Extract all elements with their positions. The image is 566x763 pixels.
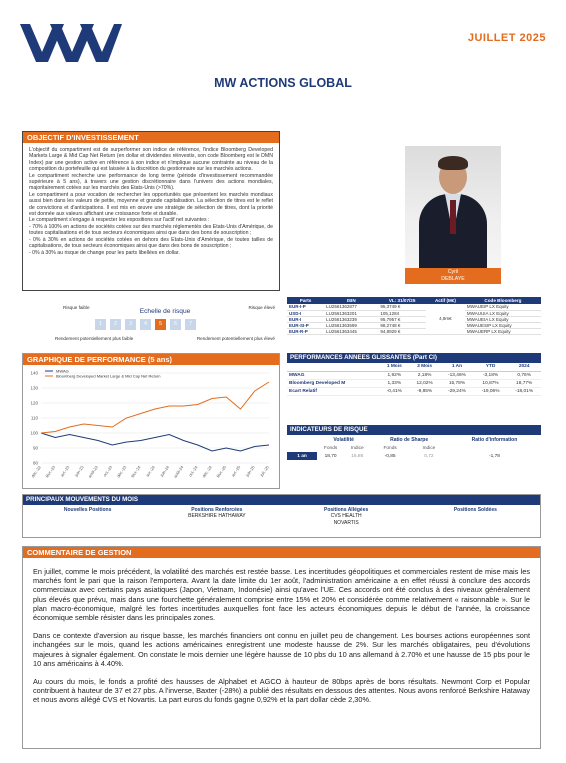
legend-label: Bloomberg Developed Market Large & Mid Cap Net Return <box>56 373 161 379</box>
comment-paragraph: Au cours du mois, le fonds a profité des hausses de Alphabet et AGCO à hauteur de 80bps après de bons résultats. Newmont Corp et Popular contribuent à hauteur de 37 et 27 pbs. A l'inverse, Baxter (-28%) a publié des résultats en dessous des attentes. Nous avons renforcé Berkshire Hataway et nous avons allégé CVS et Novartis. La part euros du fonds gagne 0,92% et la part dollar cède 2,30%. <box>33 677 530 705</box>
risk-level-box: 6 <box>170 319 181 330</box>
objective-paragraph: L'objectif du compartiment est de surperformer son indice de référence, l'indice Bloomberg Developed Markets Large & Mid Cap Net Return (en dollar et dividendes réinvestis, son code Bloomberg est le DMN Index) par une gestion active en référence à son indice et n'implique aucune contrainte au niveau de la composition du portefeuille qui est laissée à la discrétion du gestionnaire sur les marchés actions. <box>29 147 273 173</box>
table-cell: 1,92% <box>380 371 409 379</box>
movement-column-title: Nouvelles Positions <box>63 507 112 513</box>
y-tick-label: 90 <box>32 445 38 451</box>
table-cell: MWAUEIA LX Equity <box>465 316 541 322</box>
parts-column-header: Parts <box>287 297 324 304</box>
movements-section <box>22 494 541 538</box>
sub-header: Indice <box>422 445 436 451</box>
sharpe-header: Ratio de Sharpe <box>390 436 429 443</box>
x-tick-label: juin-25 <box>244 464 256 478</box>
objective-paragraph: Le compartiment a pour vocation de rechercher les opportunités que présentent les marchés mondiaux aussi bien dans les valeurs de petite, moyenne et grande capitalisation. La sélection de titres est le reflet de convictions et d'anticipations. Il est mis en œuvre une stratégie de sélection de titres, dont la priorité est donnée aux valeurs affichant une croissance forte et durable. <box>29 191 273 218</box>
movement-column-title: Positions Soldées <box>453 507 497 513</box>
table-cell: -19,06% <box>474 387 508 395</box>
parts-column-header: VL: 31/07/25 <box>378 297 426 304</box>
table-cell: EUR-R-P <box>287 328 324 334</box>
rolling-column-header: 1 Mois <box>380 363 409 371</box>
objective-paragraph: - 0% à 30% en actions de sociétés cotées en dehors des Etats-Unis d'Amérique, de toutes tailles de capitalisations, de tous secteurs économiques ainsi que dans des bons de souscription ; <box>29 236 273 250</box>
movement-column <box>23 505 152 527</box>
risk-scale <box>55 305 275 345</box>
table-cell: 15,78% <box>440 379 474 387</box>
x-tick-label: déc.-24 <box>201 464 213 479</box>
table-cell: MWAG <box>287 371 380 379</box>
share-classes-table <box>287 297 541 335</box>
table-cell: -0,41% <box>380 387 409 395</box>
risk-high-return: Rendement potentiellement plus élevé <box>196 336 275 341</box>
table-cell: 98,2748 € <box>378 322 426 328</box>
sub-header: Indice <box>350 445 364 451</box>
rolling-heading: PERFORMANCES ANNEES GLISSANTES (Part CI) <box>287 353 541 363</box>
legend-label: MWAG <box>56 368 69 374</box>
x-tick-label: oct.-24 <box>187 464 199 478</box>
x-tick-label: juin-23 <box>73 464 85 478</box>
table-cell: 2,18% <box>409 371 440 379</box>
mw-logo <box>20 18 122 64</box>
performance-heading: GRAPHIQUE DE PERFORMANCE (5 ans) <box>23 354 279 365</box>
objective-paragraph: - 0% à 30% au risque de change pour les parts libellées en dollar. <box>29 249 180 256</box>
table-cell: 10,87% <box>474 379 508 387</box>
objective-paragraph: - 70% à 100% en actions de sociétés cotées sur des marchés réglementés des Etats-Unis d'Amérique, de toutes capitalisations et de tous secteurs économiques ainsi que dans des bons de souscription ; <box>29 223 273 237</box>
table-cell: LU2561363239 <box>324 316 378 322</box>
actif-cell: 4,9m€ <box>426 304 465 334</box>
movements-heading: PRINCIPAUX MOUVEMENTS DU MOIS <box>23 495 540 505</box>
table-cell: -3,18% <box>474 371 508 379</box>
x-tick-label: avr.-23 <box>59 464 71 478</box>
manager-first-name: Cyril <box>447 269 459 275</box>
objective-text <box>23 143 279 260</box>
table-cell: EUR-I <box>287 316 324 322</box>
parts-column-header: Actif (M€) <box>426 297 465 304</box>
table-cell: MWAUUIA LX Equity <box>465 310 541 316</box>
comment-body <box>23 558 540 723</box>
objective-heading: OBJECTIF D'INVESTISSEMENT <box>23 132 279 143</box>
y-tick-label: 100 <box>30 430 38 436</box>
table-cell: EUR-SI-P <box>287 322 324 328</box>
rolling-performance <box>287 353 541 396</box>
indicator-row-label: 1 an <box>287 452 317 460</box>
movement-item: NOVARTIS <box>333 520 359 526</box>
sub-header: Fonds <box>323 445 338 451</box>
indicator-value: 18,70 <box>324 453 337 459</box>
x-tick-label: févr.-23 <box>44 464 57 479</box>
y-tick-label: 140 <box>30 370 38 376</box>
movement-column <box>282 505 411 527</box>
risk-level-box: 7 <box>185 319 196 330</box>
objective-paragraph: Le compartiment recherche une performance de long terme (période d'investissement recommandée supérieure à 5 ans), à travers une gestion discrétionnaire dans l'univers des actions mondiales, majoritairement cotées sur les marchés des Etats-Unis (>70%). <box>29 172 273 192</box>
risk-level-box: 3 <box>125 319 136 330</box>
indicators-heading: INDICATEURS DE RISQUE <box>287 425 541 435</box>
table-cell: 105,1284 <box>378 310 426 316</box>
manager-caption <box>405 268 501 284</box>
table-cell: MWAUERP LX Equity <box>465 328 541 334</box>
table-row <box>287 379 541 387</box>
x-tick-label: juil.-25 <box>258 464 270 478</box>
performance-chart-panel <box>22 353 280 489</box>
rolling-column-header: 1 An <box>440 363 474 371</box>
y-tick-label: 80 <box>32 460 38 466</box>
table-cell: LU2561362877 <box>324 304 378 310</box>
table-cell: 94,8929 € <box>378 328 426 334</box>
volatility-header: Volatilité <box>333 436 354 443</box>
table-cell: LU2561363599 <box>324 322 378 328</box>
movement-item: CVS HEALTH <box>330 513 362 519</box>
x-tick-label: févr.-24 <box>129 464 142 479</box>
x-tick-label: févr.-25 <box>215 464 228 479</box>
table-cell: Ecart Relatif <box>287 387 380 395</box>
risk-indicators <box>287 425 541 460</box>
rolling-column-header: 2024 <box>507 363 541 371</box>
manager-photo <box>405 146 501 268</box>
table-cell: 95,3749 € <box>378 304 426 310</box>
parts-column-header: Code Bloomberg <box>465 297 541 304</box>
table-cell: 12,02% <box>409 379 440 387</box>
objective-paragraph: Le compartiment s'engage à respecter les expositions sur l'actif net suivantes : <box>29 217 210 224</box>
parts-column-header: ISIN <box>324 297 378 304</box>
table-cell: -9,85% <box>409 387 440 395</box>
movement-item: BERKSHIRE HATHAWAY <box>188 513 246 519</box>
table-cell: 95,7957 € <box>378 316 426 322</box>
y-tick-label: 130 <box>30 385 38 391</box>
report-date: JUILLET 2025 <box>467 32 546 44</box>
y-tick-label: 110 <box>30 415 38 421</box>
x-tick-label: août-23 <box>86 464 99 479</box>
table-cell: EUR-I-P <box>287 304 324 310</box>
indicator-value: -0,85 <box>384 453 396 459</box>
indicator-value: -1,78 <box>489 453 500 459</box>
table-cell: 1,33% <box>380 379 409 387</box>
risk-scale-title: Echelle de risque <box>139 308 191 315</box>
table-cell: LU2561363201 <box>324 310 378 316</box>
indicator-value: 0,72 <box>424 453 434 459</box>
fund-title: MW ACTIONS GLOBAL <box>214 76 352 90</box>
risk-level-box: 1 <box>95 319 106 330</box>
table-row <box>287 328 541 334</box>
info-ratio-header: Ratio d'information <box>471 436 518 443</box>
comment-section <box>22 546 541 749</box>
movement-column <box>411 505 540 527</box>
objective-section <box>22 131 280 291</box>
x-tick-label: avr.-25 <box>230 464 242 478</box>
table-cell: -13,46% <box>440 371 474 379</box>
risk-low-return: Rendement potentiellement plus faible <box>55 336 134 341</box>
x-tick-label: avr.-24 <box>144 464 156 478</box>
table-cell: -29,24% <box>440 387 474 395</box>
comment-paragraph: Dans ce contexte d'aversion au risque basse, les marchés financiers ont connu en juillet peu de changement. Les bourses actions européennes sont inchangées sur le mois, quand les actions américaines enregistrent une modeste hausse de 2%. Sur les marchés obligataires, peu d'évolutions majeures à signaler également. On constate le mois dernier une légère hausse de 10 pbs du 10 ans allemand à 2.70% et une hausse de 15 pbs pour le 10 ans américains à 4.40%. <box>33 631 530 668</box>
rolling-column-header <box>287 363 380 371</box>
risk-high-label: Risque élevé <box>248 305 275 310</box>
table-cell: MWAUESIP LX Equity <box>465 322 541 328</box>
movement-column <box>152 505 281 527</box>
movement-column-title: Positions Renforcées <box>191 507 243 513</box>
comment-heading: COMMENTAIRE DE GESTION <box>23 547 540 558</box>
table-cell: Bloomberg Developed M <box>287 379 380 387</box>
x-tick-label: août-24 <box>172 464 185 479</box>
table-row <box>287 371 541 379</box>
rolling-column-header: YTD <box>474 363 508 371</box>
risk-level-box: 2 <box>110 319 121 330</box>
table-row <box>287 387 541 395</box>
series-line-index <box>41 382 269 433</box>
risk-level-box: 5 <box>155 319 166 330</box>
table-cell: -18,01% <box>507 387 541 395</box>
table-cell: MWAUEIP LX Equity <box>465 304 541 310</box>
x-tick-label: juin-24 <box>159 464 171 478</box>
table-cell: LU2561363445 <box>324 328 378 334</box>
manager-last-name: DEBLAYE <box>441 276 465 282</box>
risk-levels <box>95 319 196 330</box>
series-line-fund <box>41 433 269 451</box>
risk-level-box: 4 <box>140 319 151 330</box>
sub-header: Fonds <box>383 445 397 451</box>
x-tick-label: oct.-23 <box>101 464 114 478</box>
performance-chart <box>23 365 279 488</box>
risk-low-label: Risque faible <box>63 305 90 310</box>
rolling-column-header: 3 Mois <box>409 363 440 371</box>
x-tick-label: déc.-22 <box>30 464 42 479</box>
x-tick-label: déc.-23 <box>115 464 128 479</box>
table-cell: 0,76% <box>507 371 541 379</box>
movement-column-title: Positions Allégées <box>323 507 369 513</box>
indicator-value: 16,86 <box>351 453 364 459</box>
table-cell: 18,77% <box>507 379 541 387</box>
table-cell: USD-I <box>287 310 324 316</box>
y-tick-label: 120 <box>30 400 38 406</box>
comment-paragraph: En juillet, comme le mois précédent, la volatilité des marchés est restée basse. Les incertitudes géopolitiques et commerciales restent de mise mais les marchés font le pari que la raison l'emportera. Avant la date limite du 1er août, l'administration américaine a en effet réussi à conclure des accords commerciaux avec certains pays asiatiques (Japon, Vietnam, Indonésie) ainsi qu'avec l'UE. Ces accords ont été conclus à des niveaux généralement plus élevés que prévu, mais dans une fourchette généralement comprise entre 15% et 20% et considérée comme relativement « raisonnable ». Sur le plan macro-économique, malgré les fortes incertitudes auxquelles font face les acteurs économiques depuis le début de l'année, la croissance économique semble résister dans les principales zones. <box>33 567 530 623</box>
fund-manager <box>405 146 501 286</box>
